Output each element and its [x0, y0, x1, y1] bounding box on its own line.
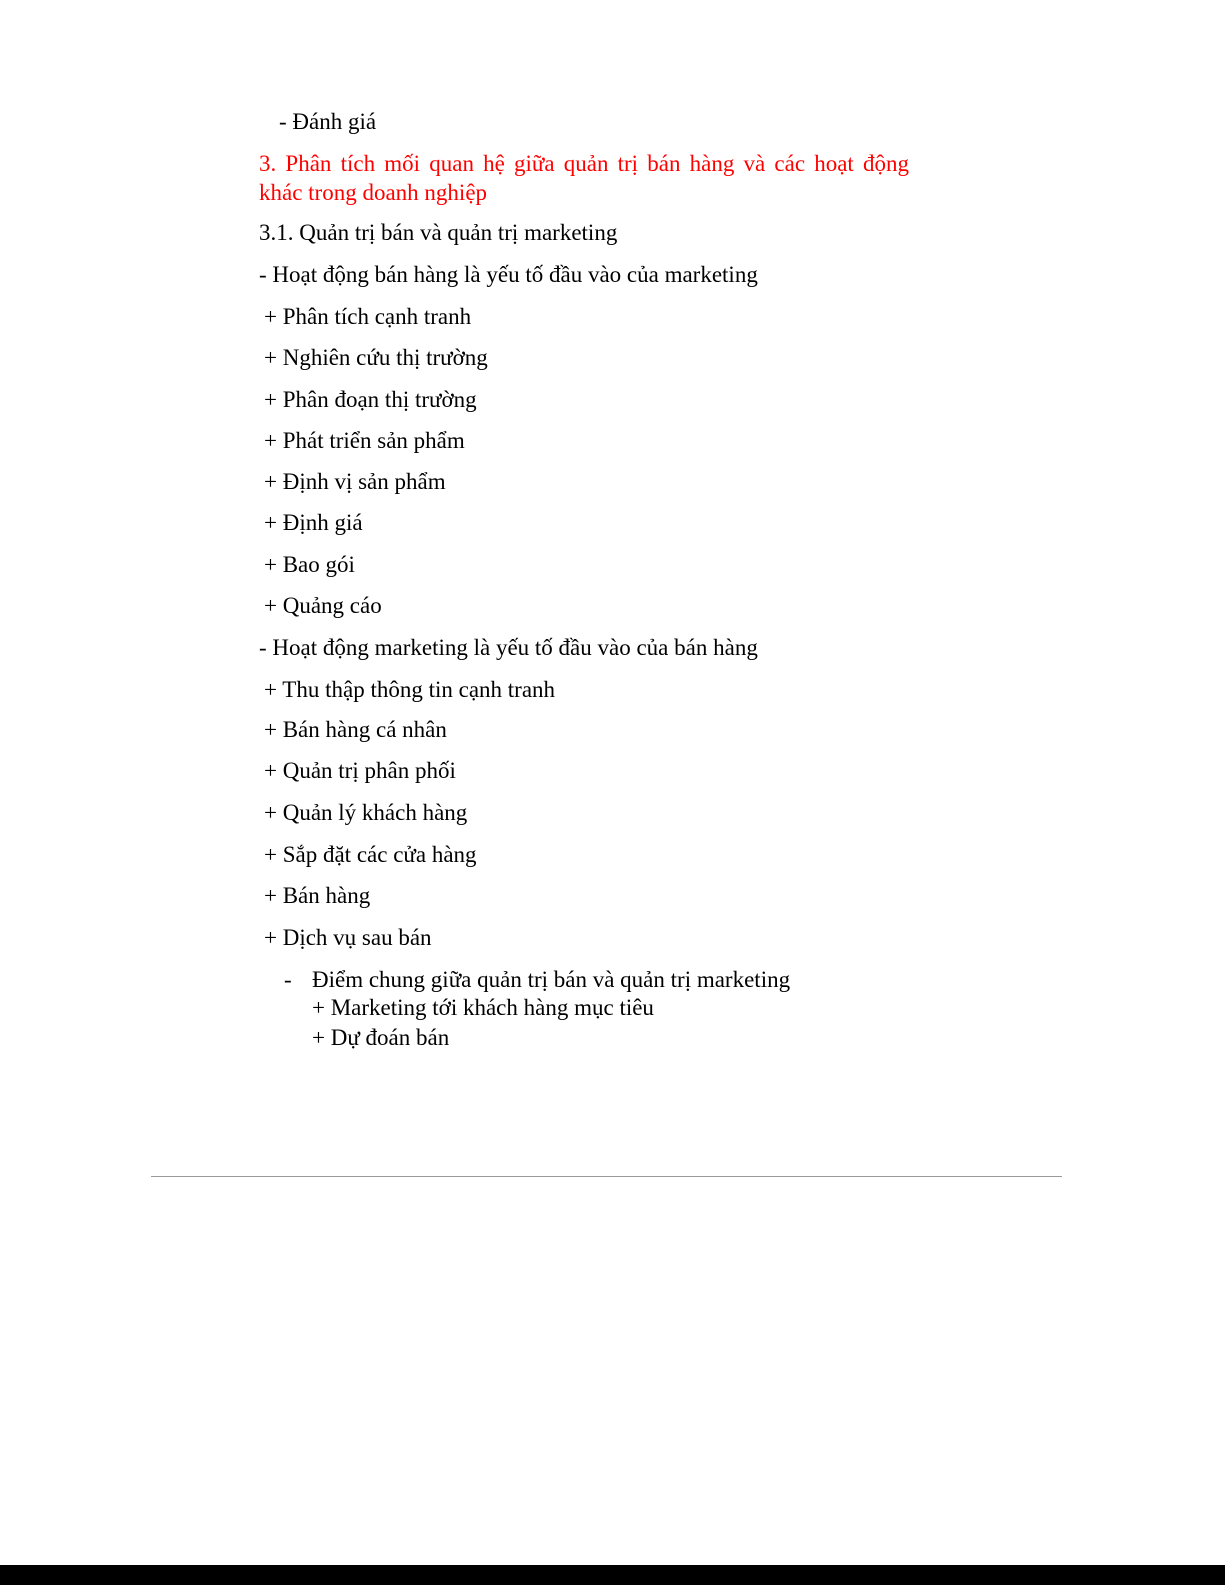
list-item: + Quản lý khách hàng	[264, 800, 468, 825]
list-item: + Phân đoạn thị trường	[264, 387, 477, 412]
group2-title: - Hoạt động marketing là yếu tố đầu vào của bán hàng	[259, 635, 758, 660]
list-item: + Bán hàng	[264, 883, 371, 908]
subsection-title: 3.1. Quản trị bán và quản trị marketing	[259, 220, 618, 245]
list-item: + Quản trị phân phối	[264, 758, 456, 783]
list-item: + Dự đoán bán	[312, 1025, 450, 1050]
common-title: Điểm chung giữa quản trị bán và quản trị marketing	[312, 967, 791, 992]
list-item: + Bán hàng cá nhân	[264, 717, 447, 742]
list-item: + Phát triển sản phẩm	[264, 428, 465, 453]
list-item: + Định vị sản phẩm	[264, 469, 446, 494]
page-divider	[151, 1176, 1062, 1177]
list-item: + Marketing tới khách hàng mục tiêu	[312, 995, 654, 1020]
list-item: + Nghiên cứu thị trường	[264, 345, 488, 370]
group1-title: - Hoạt động bán hàng là yếu tố đầu vào của marketing	[259, 262, 758, 287]
list-item: + Phân tích cạnh tranh	[264, 304, 472, 329]
common-dash-marker: -	[284, 967, 292, 992]
list-item: + Định giá	[264, 510, 363, 535]
list-item: + Bao gói	[264, 552, 355, 577]
prev-list-item: - Đánh giá	[279, 109, 377, 134]
list-item: + Dịch vụ sau bán	[264, 925, 432, 950]
bottom-bar	[0, 1565, 1225, 1585]
section-heading: 3. Phân tích mối quan hệ giữa quản trị bán hàng và các hoạt động khác trong doanh nghiệp	[259, 151, 909, 205]
list-item: + Sắp đặt các cửa hàng	[264, 842, 477, 867]
list-item: + Thu thập thông tin cạnh tranh	[264, 677, 556, 702]
list-item: + Quảng cáo	[264, 593, 382, 618]
